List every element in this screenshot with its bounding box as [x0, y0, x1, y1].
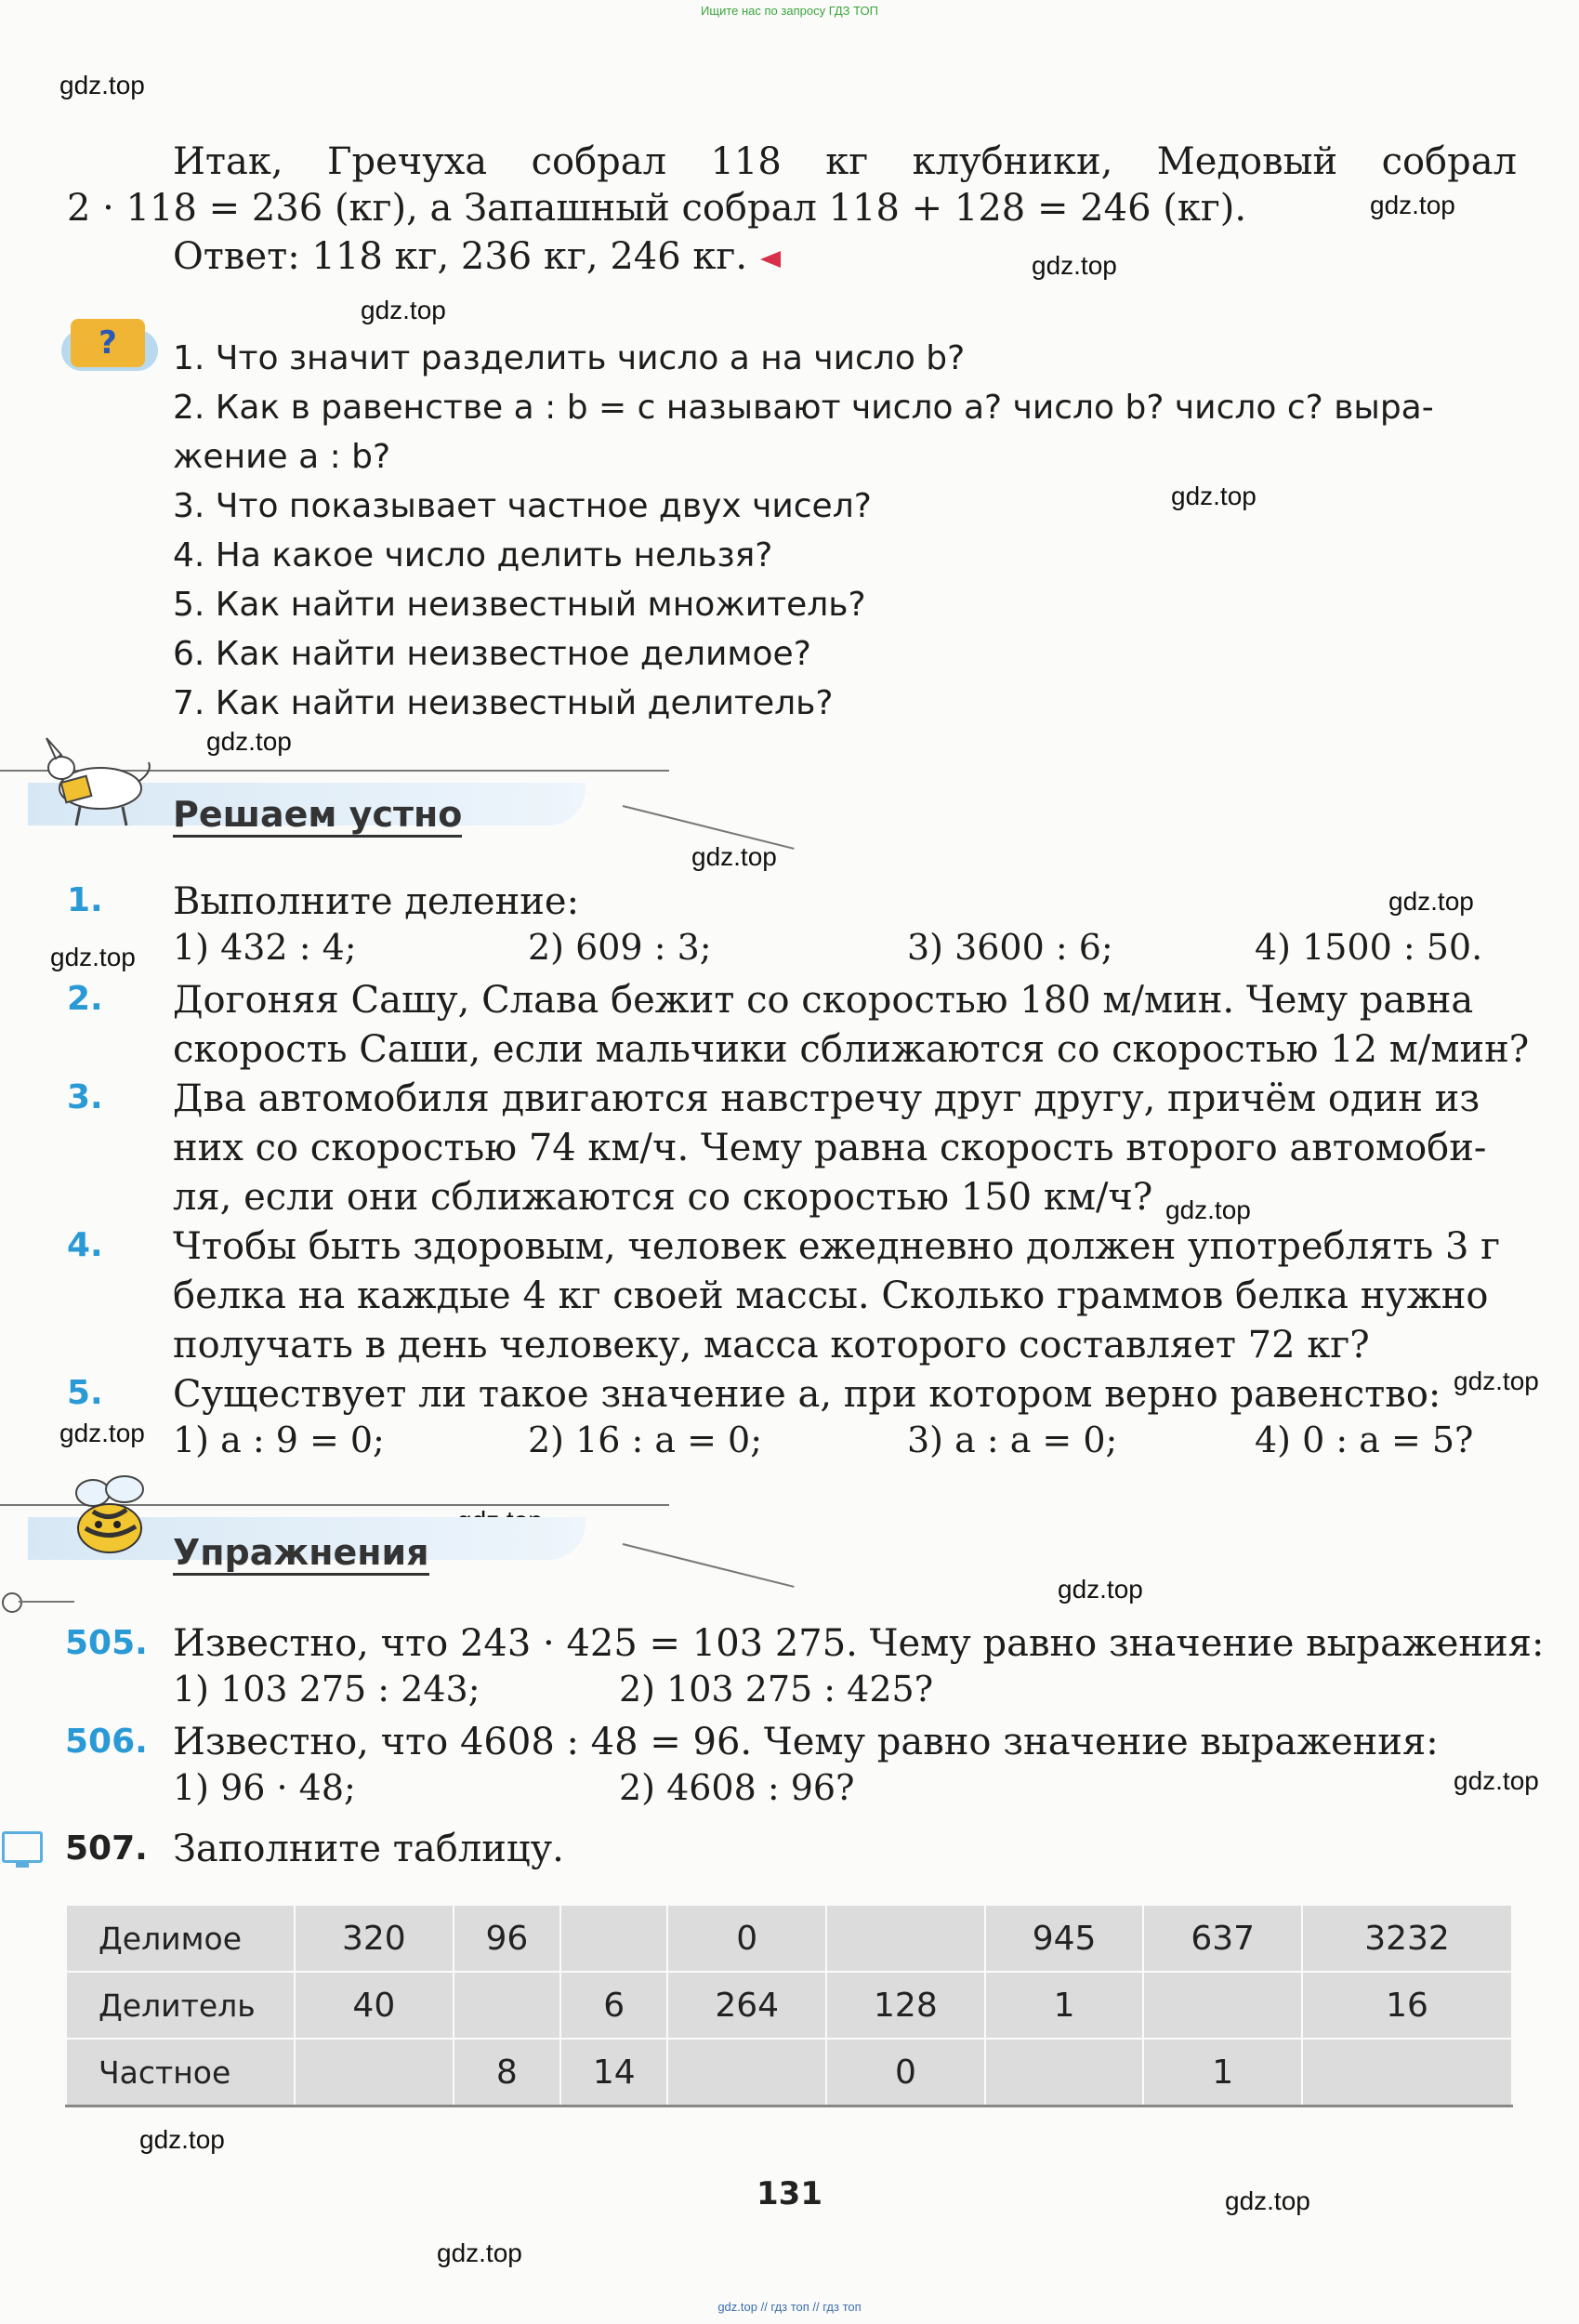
table-row: [66, 1972, 1512, 2039]
table-cell: 1: [1143, 2039, 1302, 2106]
oral-task-number: 5.: [67, 1374, 103, 1412]
table-cell: 16: [1302, 1972, 1512, 2039]
oral-task-1-part: 4) 1500 : 50.: [1255, 927, 1483, 968]
bee-mascot-icon: [65, 1471, 158, 1564]
watermark: gdz.top: [691, 842, 777, 871]
oral-task-1-part: 2) 609 : 3;: [528, 927, 712, 968]
dog-mascot-icon: [33, 734, 154, 827]
answer-text: Ответ: 118 кг, 236 кг, 246 кг.: [173, 235, 748, 278]
watermark: gdz.top: [206, 727, 292, 756]
table-cell: 0: [667, 1905, 826, 1972]
table-cell: 637: [1143, 1905, 1302, 1972]
watermark: gdz.top: [1454, 1766, 1539, 1795]
question-3: 3. Что показывает частное двух чисел?: [173, 487, 872, 525]
oral-task-3-line: них со скоростью 74 км/ч. Чему равна скорость второго автомоби-: [173, 1127, 1487, 1169]
oral-task-1-part: 1) 432 : 4;: [173, 927, 357, 968]
divider: [623, 1543, 795, 1588]
exercise-506-part: 2) 4608 : 96?: [619, 1767, 855, 1808]
oral-task-5-part: 3) a : a = 0;: [907, 1419, 1118, 1460]
page-number: 131: [757, 2175, 822, 2212]
watermark: gdz.top: [1171, 482, 1257, 510]
top-banner: Ищите нас по запросу ГДЗ ТОП: [701, 4, 878, 18]
oral-task-3-line: ля, если они сближаются со скоростью 150 км/ч?: [173, 1176, 1153, 1219]
exercise-505-part: 1) 103 275 : 243;: [173, 1669, 480, 1710]
watermark: gdz.top: [59, 71, 145, 99]
watermark: gdz.top: [1032, 251, 1117, 280]
watermark: gdz.top: [1370, 191, 1455, 219]
watermark: gdz.top: [1454, 1367, 1539, 1395]
watermark: gdz.top: [50, 943, 136, 971]
computer-icon: [2, 1831, 43, 1863]
watermark: gdz.top: [437, 2238, 522, 2267]
question-5: 5. Как найти неизвестный множитель?: [173, 586, 866, 624]
table-cell: 320: [295, 1905, 454, 1972]
exercise-505-text: Известно, что 243 · 425 = 103 275. Чему равно значение выражения:: [173, 1622, 1545, 1665]
exercise-505-part: 2) 103 275 : 425?: [619, 1669, 934, 1710]
exercise-506-text: Известно, что 4608 : 48 = 96. Чему равно значение выражения:: [173, 1721, 1439, 1763]
exercise-number: 507.: [65, 1829, 148, 1868]
margin-circle-icon: [2, 1592, 22, 1613]
intro-line-2: 2 · 118 = 236 (кг), а Запашный собрал 118 + 128 = 246 (кг).: [67, 187, 1247, 230]
watermark: gdz.top: [1225, 2186, 1310, 2215]
table-cell: [1143, 1972, 1302, 2039]
oral-task-2-line: Догоняя Сашу, Слава бежит со скоростью 180 м/мин. Чему равна: [173, 979, 1474, 1022]
oral-task-number: 2.: [67, 980, 103, 1018]
oral-task-2-line: скорость Саши, если мальчики сближаются со скоростью 12 м/мин?: [173, 1028, 1530, 1071]
table-cell: [1302, 2039, 1512, 2106]
watermark: gdz.top: [1388, 887, 1474, 916]
oral-task-5-part: 4) 0 : a = 5?: [1255, 1419, 1474, 1460]
table-cell: 6: [560, 1972, 667, 2039]
answer-line: [173, 232, 781, 281]
question-2-cont: жение a : b?: [173, 438, 391, 476]
question-1: 1. Что значит разделить число a на число b?: [173, 339, 966, 377]
question-6: 6. Как найти неизвестное делимое?: [173, 635, 811, 673]
oral-task-5-part: 1) a : 9 = 0;: [173, 1419, 385, 1460]
watermark: gdz.top: [361, 296, 446, 324]
question-7: 7. Как найти неизвестный делитель?: [173, 684, 834, 722]
table-cell: 40: [295, 1972, 454, 2039]
row-header: Делитель: [66, 1972, 295, 2039]
exercise-506-part: 1) 96 · 48;: [173, 1767, 356, 1808]
table-row: [66, 1905, 1512, 1972]
table-cell: [295, 2039, 454, 2106]
table-cell: 96: [454, 1905, 560, 1972]
divider: [19, 1601, 74, 1603]
table-cell: 264: [667, 1972, 826, 2039]
watermark: gdz.top: [1058, 1575, 1143, 1604]
table-row: [66, 2039, 1512, 2106]
table-cell: [667, 2039, 826, 2106]
question-mark-icon: ?: [71, 319, 145, 367]
oral-task-1-text: Выполните деление:: [173, 880, 580, 923]
fill-table: [65, 1904, 1513, 2107]
watermark: gdz.top: [139, 2125, 225, 2154]
oral-task-4-line: Чтобы быть здоровым, человек ежедневно должен употреблять 3 г: [173, 1225, 1501, 1268]
watermark: gdz.top: [59, 1419, 145, 1447]
table-cell: 128: [826, 1972, 985, 2039]
end-of-solution-icon: [760, 251, 781, 268]
oral-task-number: 4.: [67, 1226, 103, 1264]
row-header: Частное: [66, 2039, 295, 2106]
exercise-number: 506.: [65, 1723, 148, 1761]
table-cell: [454, 1972, 560, 2039]
intro-line-1: Итак, Гречуха собрал 118 кг клубники, Медовый собрал: [173, 140, 1517, 183]
oral-task-4-line: получать в день человеку, масса которого составляет 72 кг?: [173, 1324, 1370, 1367]
table-cell: 945: [985, 1905, 1144, 1972]
oral-task-5-part: 2) 16 : a = 0;: [528, 1419, 763, 1460]
table-cell: [560, 1905, 667, 1972]
exercises-section-title: Упражнения: [173, 1532, 429, 1576]
question-4: 4. На какое число делить нельзя?: [173, 536, 773, 574]
oral-task-number: 1.: [67, 881, 103, 919]
oral-task-1-part: 3) 3600 : 6;: [907, 927, 1113, 968]
row-header: Делимое: [66, 1905, 295, 1972]
table-cell: 1: [985, 1972, 1144, 2039]
watermark: gdz.top: [1165, 1195, 1251, 1224]
oral-task-5-line: Существует ли такое значение a, при котором верно равенство:: [173, 1373, 1441, 1416]
table-cell: 8: [454, 2039, 560, 2106]
oral-task-3-line: Два автомобиля двигаются навстречу друг другу, причём один из: [173, 1077, 1480, 1120]
question-2: 2. Как в равенстве a : b = c называют число a? число b? число c? выра-: [173, 389, 1434, 427]
exercise-number: 505.: [65, 1624, 148, 1662]
table-cell: 0: [826, 2039, 985, 2106]
oral-section-title: Решаем устно: [173, 794, 462, 838]
oral-task-4-line: белка на каждые 4 кг своей массы. Сколько граммов белка нужно: [173, 1274, 1489, 1317]
table-cell: [826, 1905, 985, 1972]
table-cell: [985, 2039, 1144, 2106]
bottom-banner: gdz.top // гдз топ // гдз топ: [717, 2300, 862, 2314]
exercise-507-text: Заполните таблицу.: [173, 1828, 564, 1870]
oral-task-number: 3.: [67, 1078, 103, 1116]
table-cell: 14: [560, 2039, 667, 2106]
table-cell: 3232: [1302, 1905, 1512, 1972]
